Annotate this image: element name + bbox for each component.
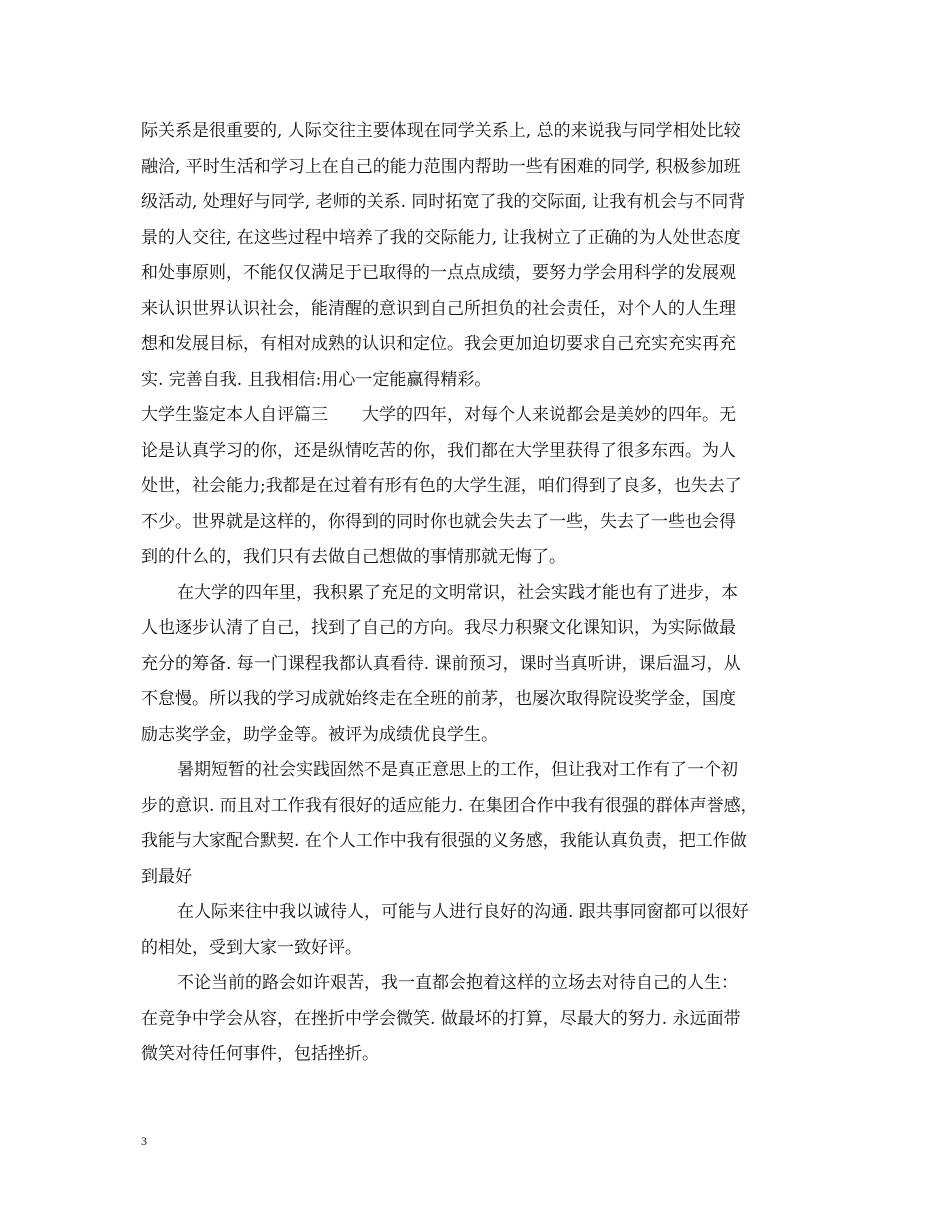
text-line: 到的什么的，我们只有去做自己想做的事情那就无悔了。	[141, 547, 566, 567]
document-body	[141, 114, 813, 1073]
text-line: 际关系是很重要的, 人际交往主要体现在同学关系上, 总的来说我与同学相处比较	[141, 121, 741, 141]
text-line: 景的人交往, 在这些过程中培养了我的交际能力, 让我树立了正确的为人处世态度	[141, 227, 741, 248]
text-line: 级活动, 处理好与同学, 老师的关系. 同时拓宽了我的交际面, 让我有机会与不同背	[141, 192, 746, 212]
text-line: 到最好	[141, 866, 192, 887]
text-line: 暑期短暂的社会实践固然不是真正意思上的工作，但让我对工作有了一个初	[177, 760, 738, 780]
text-line: 实. 完善自我. 且我相信:用心一定能赢得精彩。	[141, 369, 492, 390]
text-line: 励志奖学金，助学金等。被评为成绩优良学生。	[141, 724, 498, 745]
text-line: 在竞争中学会从容，在挫折中学会微笑. 做最坏的打算，尽最大的努力. 永远面带	[141, 1008, 741, 1029]
text-line: 在大学的四年里，我积累了充足的文明常识，社会实践才能也有了进步，本	[177, 582, 738, 603]
text-line: 我能与大家配合默契. 在个人工作中我有很强的义务感，我能认真负责，把工作做	[141, 831, 747, 851]
text-line: 不论当前的路会如许艰苦，我一直都会抱着这样的立场去对待自己的人生：	[177, 973, 738, 993]
text-line: 在人际来往中我以诚待人，可能与人进行良好的沟通. 跟共事同窗都可以很好	[177, 902, 749, 922]
text-line: 处世，社会能力;我都是在过着有形有色的大学生涯，咱们得到了良多，也失去了	[141, 476, 742, 496]
text-line: 的相处，受到大家一致好评。	[141, 937, 362, 958]
text-line: 融洽, 平时生活和学习上在自己的能力范围内帮助一些有困难的同学, 积极参加班	[141, 156, 741, 177]
text-line: 微笑对待任何事件，包括挫折。	[141, 1044, 379, 1064]
text-line: 想和发展目标，有相对成熟的认识和定位。我会更加迫切要求自己充实充实再充	[141, 334, 736, 354]
text-line: 大学生鉴定本人自评篇三 大学的四年，对每个人来说都会是美妙的四年。无	[141, 405, 736, 425]
text-line: 不少。世界就是这样的，你得到的同时你也就会失去了一些，失去了一些也会得	[141, 511, 736, 532]
text-line: 论是认真学习的你，还是纵情吃苦的你，我们都在大学里获得了很多东西。为人	[141, 440, 736, 461]
text-line: 充分的筹备. 每一门课程我都认真看待. 课前预习，课时当真听讲，课后温习，从	[141, 653, 741, 674]
page-number: 3	[141, 1134, 147, 1148]
text-line: 步的意识. 而且对工作我有很好的适应能力. 在集团合作中我有很强的群体声誉感，	[141, 795, 758, 816]
text-line: 不怠慢。所以我的学习成就始终走在全班的前茅，也屡次取得院设奖学金，国度	[141, 689, 736, 709]
text-line: 和处事原则，不能仅仅满足于已取得的一点点成绩，要努力学会用科学的发展观	[141, 263, 736, 283]
text-line: 来认识世界认识社会，能清醒的意识到自己所担负的社会责任，对个人的人生理	[141, 298, 736, 319]
text-line: 人也逐步认清了自己，找到了自己的方向。我尽力积聚文化课知识，为实际做最	[141, 618, 736, 638]
